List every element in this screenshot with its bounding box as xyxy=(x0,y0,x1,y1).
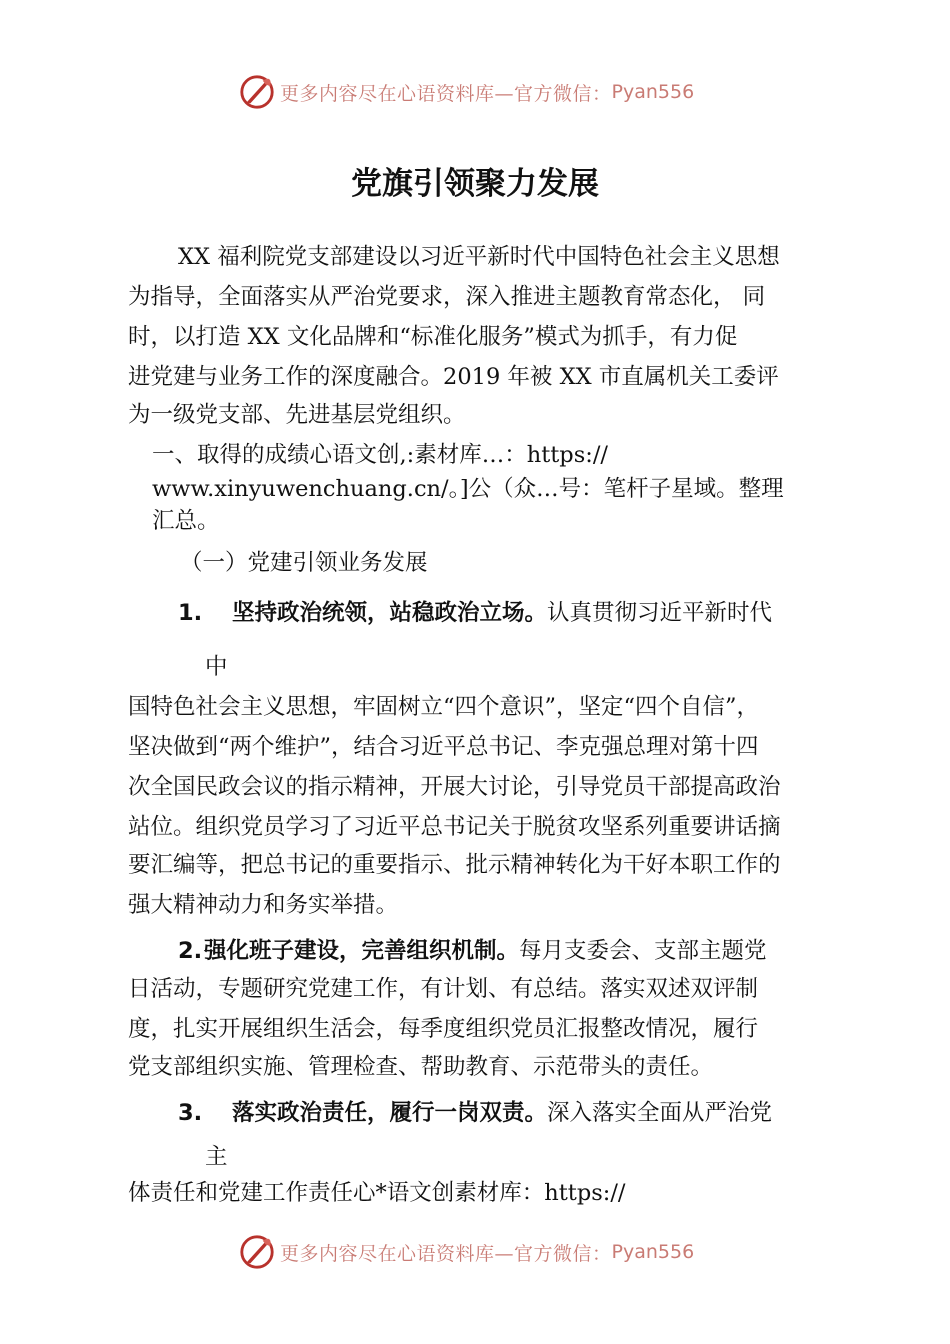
item-1-line: 国特色社会主义思想，牢固树立“四个意识”，坚定“四个自信”， xyxy=(128,694,760,720)
item-1-line: 要汇编等，把总书记的重要指示、批示精神转化为干好本职工作的 xyxy=(128,852,781,878)
item-1-line: 次全国民政会议的指示精神，开展大讨论，引导党员干部提高政治 xyxy=(128,774,781,800)
watermark-text: 更多内容尽在心语资料库—官方微信： xyxy=(280,1242,612,1265)
item-1-text: 认真贯彻习近平新时代 xyxy=(547,600,773,626)
item-1-line: 站位。组织党员学习了习近平总书记关于脱贫攻坚系列重要讲话摘 xyxy=(128,814,781,840)
subsection-heading: （一）党建引领业务发展 xyxy=(180,550,428,576)
intro-line: 为指导，全面落实从严治党要求，深入推进主题教育常态化， 同 xyxy=(128,284,766,310)
item-1-heading: 坚持政治统领，站稳政治立场。 xyxy=(232,600,548,626)
item-3-line: 体责任和党建工作责任心*语文创素材库：https:// xyxy=(128,1180,626,1206)
item-3-wrap-char: 主 xyxy=(205,1144,228,1170)
item-2-number: 2. xyxy=(178,938,203,964)
item-1-line: 坚决做到“两个维护”，结合习近平总书记、李克强总理对第十四 xyxy=(128,734,759,760)
document-title: 党旗引领聚力发展 xyxy=(351,166,599,202)
item-1-lead xyxy=(178,598,772,628)
item-3-number: 3. xyxy=(178,1100,203,1126)
item-2-lead xyxy=(178,936,767,966)
watermark-wechat-id: Pyan556 xyxy=(611,1241,695,1263)
watermark-footer xyxy=(238,1232,694,1272)
intro-line: 时，以打造 XX 文化品牌和“标准化服务”模式为抓手，有力促 xyxy=(128,324,738,350)
item-1-number: 1. xyxy=(178,600,203,626)
quill-logo-icon xyxy=(238,1233,276,1271)
section-heading-line: 汇总。 xyxy=(152,508,220,534)
watermark-header xyxy=(238,72,694,112)
section-heading-line: 一、取得的成绩心语文创,:素材库…：https:// xyxy=(152,442,608,468)
item-2-heading: 强化班子建设，完善组织机制。 xyxy=(204,938,520,964)
item-2-line: 党支部组织实施、管理检查、帮助教育、示范带头的责任。 xyxy=(128,1054,714,1080)
quill-logo-icon xyxy=(238,73,276,111)
intro-line: 为一级党支部、先进基层党组织。 xyxy=(128,402,466,428)
section-heading-line: www.xinyuwenchuang.cn/。]公（众…号：笔杆子星域。整理 xyxy=(152,476,784,502)
watermark-text: 更多内容尽在心语资料库—官方微信： xyxy=(280,82,612,105)
item-3-text: 深入落实全面从严治党 xyxy=(547,1100,773,1126)
item-3-lead xyxy=(178,1098,772,1128)
item-1-wrap-char: 中 xyxy=(205,654,228,680)
item-2-text: 每月支委会、支部主题党 xyxy=(519,938,767,964)
intro-line: XX 福利院党支部建设以习近平新时代中国特色社会主义思想 xyxy=(178,244,780,270)
item-2-line: 日活动，专题研究党建工作，有计划、有总结。落实双述双评制 xyxy=(128,976,759,1002)
watermark-wechat-id: Pyan556 xyxy=(611,81,695,103)
item-2-line: 度，扎实开展组织生活会，每季度组织党员汇报整改情况，履行 xyxy=(128,1016,759,1042)
item-3-heading: 落实政治责任，履行一岗双责。 xyxy=(232,1100,548,1126)
item-1-line: 强大精神动力和务实举措。 xyxy=(128,892,399,918)
intro-line: 进党建与业务工作的深度融合。2019 年被 XX 市直属机关工委评 xyxy=(128,364,779,390)
